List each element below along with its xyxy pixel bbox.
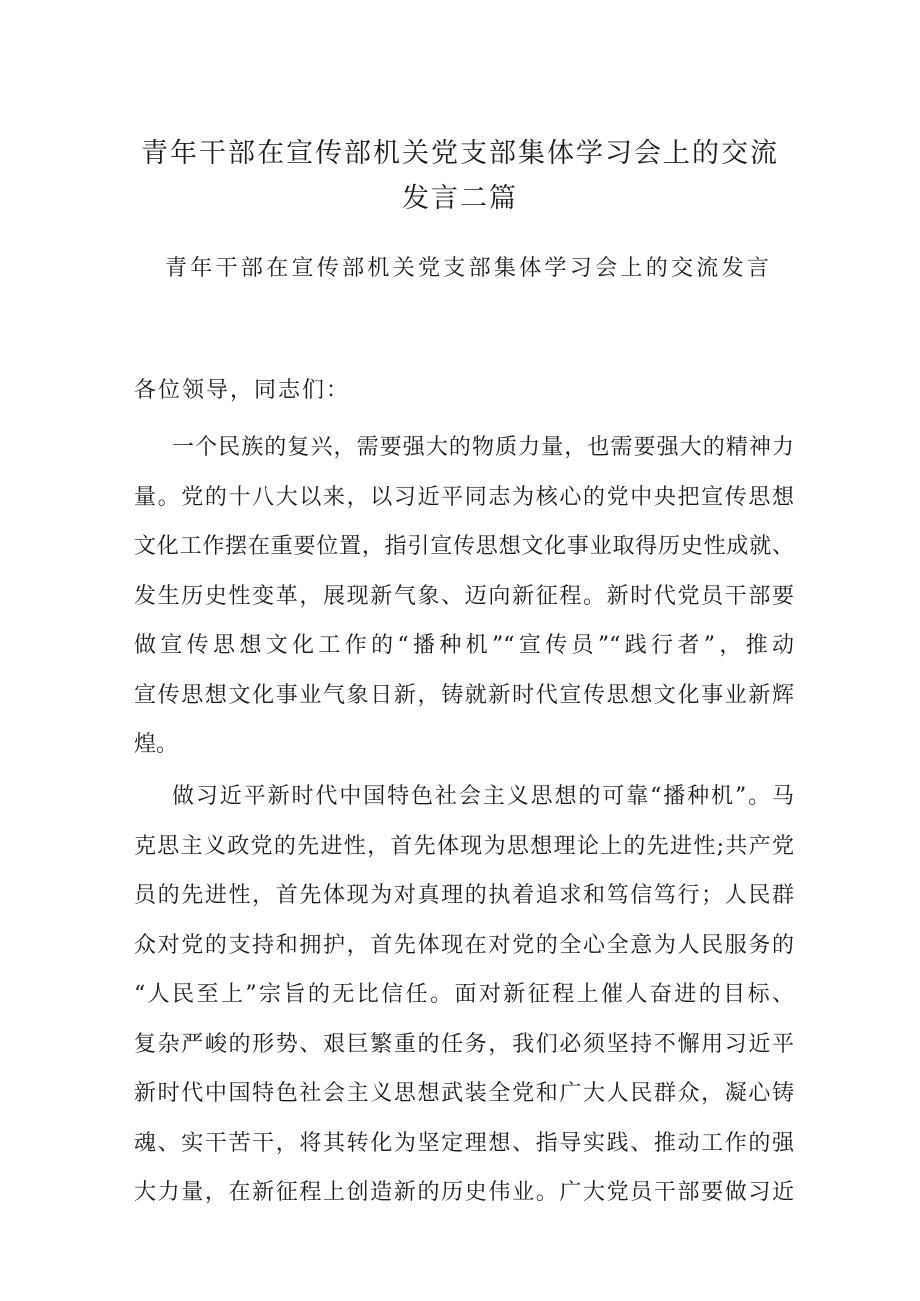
paragraph-line: 煌。 (134, 732, 179, 757)
document-title-line-2: 发言二篇 (402, 183, 518, 214)
paragraph-line: 做习近平新时代中国特色社会主义思想的可靠“播种机”。马 (172, 784, 794, 809)
paragraph-line: 克思主义政党的先进性，首先体现为思想理论上的先进性;共产党 (134, 833, 794, 859)
paragraph-line: 众对党的支持和拥护，首先体现在对党的全心全意为人民服务的 (134, 932, 794, 958)
paragraph-line: 魂、实干苦干，将其转化为坚定理想、指导实践、推动工作的强 (134, 1130, 794, 1156)
paragraph-line: 一个民族的复兴，需要强大的物质力量，也需要强大的精神力 (172, 435, 794, 460)
paragraph-line: 宣传思想文化事业气象日新，铸就新时代宣传思想文化事业新辉 (134, 682, 794, 708)
paragraph-1 (134, 437, 794, 784)
paragraph-line: 复杂严峻的形势、艰巨繁重的任务，我们必须坚持不懈用习近平 (134, 1031, 794, 1057)
paragraph-line: 量。党的十八大以来，以习近平同志为核心的党中央把宣传思想 (134, 484, 794, 510)
paragraph-line: 做宣传思想文化工作的“播种机”“宣传员”“践行者”，推动 (134, 633, 794, 658)
document-title-line-1: 青年干部在宣传部机关党支部集体学习会上的交流 (141, 138, 779, 169)
paragraph-line: 文化工作摆在重要位置，指引宣传思想文化事业取得历史性成就、 (134, 534, 794, 559)
paragraph-line: 新时代中国特色社会主义思想武装全党和广大人民群众，凝心铸 (134, 1081, 794, 1106)
paragraph-line: 发生历史性变革，展现新气象、迈向新征程。新时代党员干部要 (134, 583, 794, 609)
paragraph-2 (134, 786, 794, 1232)
paragraph-line: “人民至上”宗旨的无比信任。面对新征程上催人奋进的目标、 (134, 982, 794, 1007)
document-subtitle: 青年干部在宣传部机关党支部集体学习会上的交流发言 (165, 256, 773, 281)
paragraph-line: 大力量，在新征程上创造新的历史伟业。广大党员干部要做习近 (134, 1180, 794, 1205)
paragraph-line: 员的先进性，首先体现为对真理的执着追求和笃信笃行；人民群 (134, 883, 794, 908)
greeting: 各位领导，同志们： (134, 378, 351, 403)
